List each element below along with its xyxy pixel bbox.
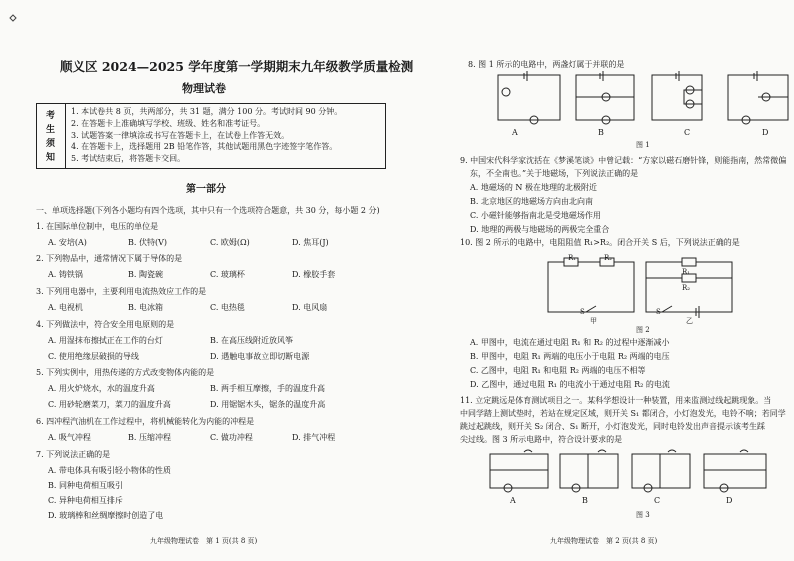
question-7-stem: 7. 下列说法正确的是 xyxy=(36,450,111,459)
option: B. 陶瓷碗 xyxy=(128,270,163,279)
figure-3-caption: 图 3 xyxy=(636,511,650,519)
option: C. 使用绝缘层破损的导线 xyxy=(48,352,139,361)
option: D. 玻璃棒和丝绸摩擦时创造了电 xyxy=(48,511,164,520)
option: C. 用砂轮磨菜刀，菜刀的温度升高 xyxy=(48,400,171,409)
resistor-r2-label: R₂ xyxy=(604,254,613,262)
resistor-r1-label: R₁ xyxy=(568,254,577,262)
notice-label: 考 生 须 知 xyxy=(37,104,66,168)
option: A. 铸铁锅 xyxy=(48,270,83,279)
figure-1-label-d: D xyxy=(762,128,769,137)
question-8-stem: 8. 图 1 所示的电路中，两盏灯属于并联的是 xyxy=(468,60,625,69)
option: D. 地理的两极与地磁场的两极完全重合 xyxy=(470,225,610,234)
figure-1-circuits xyxy=(496,70,794,130)
option: D. 橡胶手套 xyxy=(292,270,336,279)
resistor-r2-label: R₂ xyxy=(682,284,691,292)
option: B. 在高压线附近放风筝 xyxy=(210,336,293,345)
option: C. 做功冲程 xyxy=(210,433,253,442)
section-title: 一、单项选择题(下列各小题均有四个选项，其中只有一个选项符合题意，共 30 分，每小题 2 分) xyxy=(36,206,380,215)
figure-2-caption: 图 2 xyxy=(636,326,650,334)
notice-item: 3. 试题答案一律填涂或书写在答题卡上，在试卷上作答无效。 xyxy=(71,130,290,140)
question-11-stem-line-1: 11. 立定跳远是体育测试项目之一。某科学想设计一种装置，用来监测过线起跳现象。当 xyxy=(460,396,772,405)
option: A. 带电体具有吸引轻小物体的性质 xyxy=(48,466,171,475)
figure-3-circuits xyxy=(488,448,778,494)
question-3-stem: 3. 下列用电器中，主要利用电流热效应工作的是 xyxy=(36,287,207,296)
figure-2-circuits xyxy=(546,254,746,322)
notice-list xyxy=(71,106,342,165)
option: B. 北京地区的地磁场方向由北向南 xyxy=(470,197,593,206)
option: B. 甲图中，电阻 R₁ 两端的电压小于电阻 R₂ 两端的电压 xyxy=(470,352,670,361)
question-6-stem: 6. 四冲程汽油机在工作过程中，将机械能转化为内能的冲程是 xyxy=(36,417,255,426)
question-11-stem-line-4: 尖过线。图 3 所示电路中，符合设计要求的是 xyxy=(460,435,623,444)
option: A. 电视机 xyxy=(48,303,83,312)
option: A. 用火炉烧水，水的温度升高 xyxy=(48,384,155,393)
figure-1-label-a: A xyxy=(512,128,518,137)
option: B. 两手相互摩擦，手的温度升高 xyxy=(210,384,325,393)
exam-subtitle: 物理试卷 xyxy=(182,82,226,95)
option: D. 用锯锯木头，锯条的温度升高 xyxy=(210,400,326,409)
option: C. 小磁针能够指南北是受地磁场作用 xyxy=(470,211,601,220)
option: A. 用湿抹布擦拭正在工作的台灯 xyxy=(48,336,163,345)
exam-title: 顺义区 2024—2025 学年度第一学期期末九年级教学质量检测 xyxy=(60,59,414,74)
figure-3-label-b: B xyxy=(582,496,588,505)
figure-3-label-c: C xyxy=(654,496,661,505)
switch-s-label: S xyxy=(580,308,585,316)
figure-3-label-d: D xyxy=(726,496,733,505)
figure-1-caption: 图 1 xyxy=(636,141,650,149)
question-5-stem: 5. 下列实例中，用热传递的方式改变物体内能的是 xyxy=(36,368,215,377)
option: A. 安培(A) xyxy=(48,238,87,247)
question-4-stem: 4. 下列做法中，符合安全用电原则的是 xyxy=(36,320,175,329)
option: D. 电风扇 xyxy=(292,303,328,312)
notice-item: 4. 在答题卡上，选择题用 2B 铅笔作答，其他试题用黑色字迹签字笔作答。 xyxy=(71,142,338,152)
page-footer: 九年级物理试卷 第 1 页(共 8 页) xyxy=(150,537,258,545)
notice-item: 2. 在答题卡上准确填写学校、班级、姓名和准考证号。 xyxy=(71,118,266,128)
option: D. 焦耳(J) xyxy=(292,238,329,247)
figure-1-label-c: C xyxy=(684,128,691,137)
option: B. 电冰箱 xyxy=(128,303,163,312)
figure-3-label-a: A xyxy=(510,496,516,505)
option: C. 异种电荷相互排斥 xyxy=(48,496,123,505)
candidate-notice-box xyxy=(36,103,386,169)
switch-s-label: S xyxy=(656,308,661,316)
question-11-stem-line-2: 中同学踏上测试垫时，若站在规定区域，则开关 S₁ 都闭合，小灯泡发光，电铃不响；若同学 xyxy=(460,409,786,418)
question-9-stem-line-2: 东，不全南也。”关于地磁场，下列说法正确的是 xyxy=(470,169,639,178)
option: C. 欧姆(Ω) xyxy=(210,238,250,247)
exam-page-2 xyxy=(400,0,794,561)
option: A. 地磁场的 N 极在地理的北极附近 xyxy=(470,183,597,192)
part-title: 第一部分 xyxy=(186,184,226,195)
option: B. 同种电荷相互吸引 xyxy=(48,481,123,490)
question-10-stem: 10. 图 2 所示的电路中，电阻阻值 R₁>R₂。闭合开关 S 后，下列说法正确的是 xyxy=(460,238,740,247)
option: D. 排气冲程 xyxy=(292,433,336,442)
option: A. 甲图中，电流在通过电阻 R₁ 和 R₂ 的过程中逐渐减小 xyxy=(470,338,670,347)
option: B. 压缩冲程 xyxy=(128,433,171,442)
question-9-stem-line-1: 9. 中国宋代科学家沈括在《梦溪笔谈》中曾记载：“方家以磁石磨针锋，则能指南，然常微偏 xyxy=(460,156,787,165)
figure-1-label-b: B xyxy=(598,128,604,137)
question-11-stem-line-3: 跳过起跳线，则开关 S₂ 闭合、S₁ 断开，小灯泡发光，同时电铃发出声音提示该考生踩 xyxy=(460,422,766,431)
question-1-stem: 1. 在国际单位制中，电压的单位是 xyxy=(36,222,159,231)
option: D. 乙图中，通过电阻 R₁ 的电流小于通过电阻 R₂ 的电流 xyxy=(470,380,670,389)
notice-item: 5. 考试结束后，将答题卡交回。 xyxy=(71,154,186,164)
option: C. 玻璃杯 xyxy=(210,270,245,279)
option: C. 乙图中，电阻 R₁ 和电阻 R₂ 两端的电压不相等 xyxy=(470,366,646,375)
option: B. 伏特(V) xyxy=(128,238,167,247)
page-footer: 九年级物理试卷 第 2 页(共 8 页) xyxy=(550,537,658,545)
option: A. 吸气冲程 xyxy=(48,433,91,442)
option: D. 遇触电事故立即切断电源 xyxy=(210,352,310,361)
resistor-r1-label: R₁ xyxy=(682,268,691,276)
notice-item: 1. 本试卷共 8 页，共两部分，共 31 题，满分 100 分。考试时间 90 分钟。 xyxy=(71,107,343,116)
circuit-jia-label: 甲 xyxy=(590,317,597,325)
option: C. 电热毯 xyxy=(210,303,245,312)
question-2-stem: 2. 下列物品中，通常情况下属于导体的是 xyxy=(36,254,183,263)
circuit-yi-label: 乙 xyxy=(686,317,693,325)
